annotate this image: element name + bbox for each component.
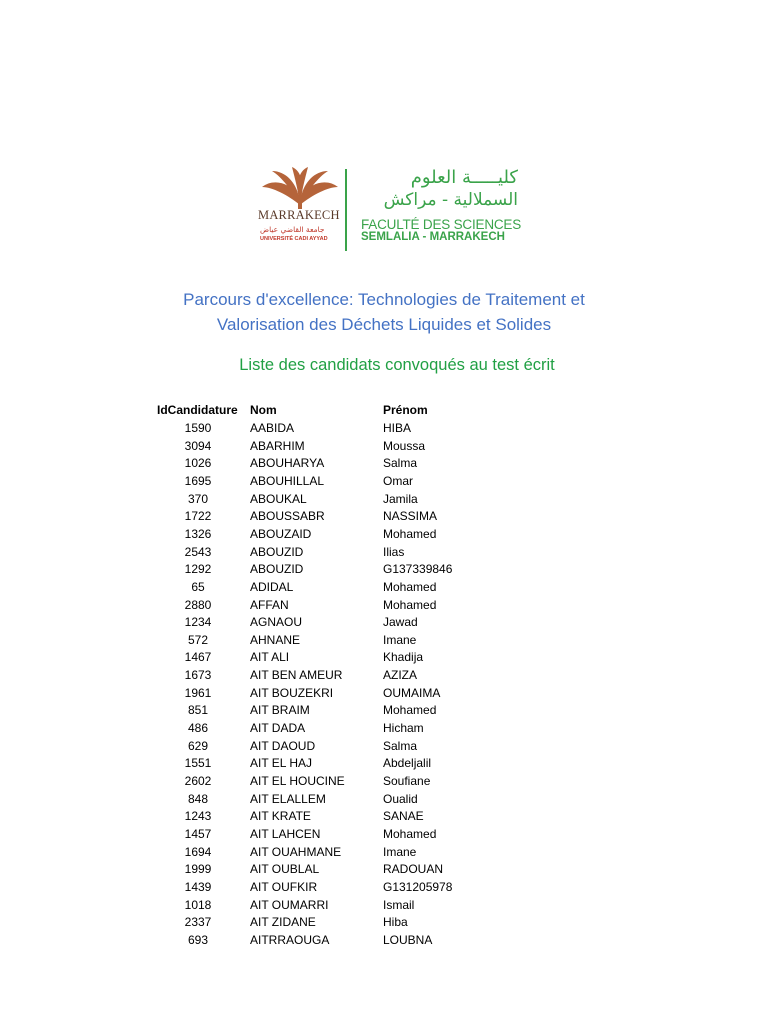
cell-id: 629 (187, 739, 209, 753)
university-name: UNIVERSITÉ CADI AYYAD (260, 236, 328, 242)
cell-prenom: SANAE (383, 809, 424, 823)
cell-id: 1292 (184, 562, 212, 576)
university-arabic-name: جامعة القاضي عياض (260, 225, 325, 234)
cell-id: 1439 (184, 880, 212, 894)
cell-nom: AIT BRAIM (250, 703, 310, 717)
cell-prenom: G137339846 (383, 562, 453, 576)
palm-tree-icon (258, 165, 342, 209)
cell-nom: ABOUZID (250, 545, 304, 559)
faculty-arabic-line1: كليـــــة العلوم (410, 167, 518, 188)
cell-prenom: G131205978 (383, 880, 453, 894)
university-city: MARRAKECH (258, 208, 340, 222)
cell-prenom: Imane (383, 633, 417, 647)
cell-nom: AIT OUBLAL (250, 862, 320, 876)
cell-nom: ABARHIM (250, 439, 305, 453)
cell-id: 2880 (184, 598, 212, 612)
cell-id: 572 (187, 633, 209, 647)
cell-nom: AIT OUMARRI (250, 898, 329, 912)
page-title-line2: Valorisation des Déchets Liquides et Solides (216, 315, 552, 334)
column-header-prenom: Prénom (383, 403, 428, 417)
cell-prenom: Ilias (383, 545, 405, 559)
cell-id: 1457 (184, 827, 212, 841)
faculty-arabic-line2: السملالية - مراكش (383, 190, 518, 210)
cell-prenom: AZIZA (383, 668, 418, 682)
cell-id: 486 (187, 721, 209, 735)
cell-id: 3094 (184, 439, 212, 453)
cell-prenom: Mohamed (383, 827, 437, 841)
cell-prenom: Salma (383, 739, 418, 753)
cell-prenom: Ismail (383, 898, 415, 912)
cell-prenom: OUMAIMA (383, 686, 441, 700)
cell-nom: ABOUKAL (250, 492, 307, 506)
cell-nom: AIT DADA (250, 721, 306, 735)
cell-id: 851 (187, 703, 209, 717)
cell-nom: AGNAOU (250, 615, 303, 629)
cell-id: 1695 (184, 474, 212, 488)
cell-prenom: Mohamed (383, 703, 437, 717)
cell-nom: AIT ALI (250, 650, 290, 664)
cell-id: 1673 (184, 668, 212, 682)
cell-nom: AIT OUAHMANE (250, 845, 342, 859)
page-title-line1: Parcours d'excellence: Technologies de Traitement et (183, 290, 585, 309)
cell-prenom: Jamila (383, 492, 418, 506)
cell-prenom: Imane (383, 845, 417, 859)
cell-prenom: Moussa (383, 439, 426, 453)
cell-id: 2602 (184, 774, 212, 788)
cell-id: 1326 (184, 527, 212, 541)
cell-nom: AHNANE (250, 633, 301, 647)
cell-nom: ADIDAL (250, 580, 294, 594)
cell-id: 1722 (184, 509, 212, 523)
cell-prenom: Mohamed (383, 580, 437, 594)
cell-prenom: Hiba (383, 915, 408, 929)
cell-prenom: Khadija (383, 650, 424, 664)
cell-nom: ABOUHILLAL (250, 474, 325, 488)
cell-prenom: NASSIMA (383, 509, 438, 523)
faculty-logo (256, 165, 520, 255)
cell-id: 1234 (184, 615, 212, 629)
cell-id: 1551 (184, 756, 212, 770)
cell-id: 1694 (184, 845, 212, 859)
cell-prenom: HIBA (383, 421, 412, 435)
cell-nom: AIT LAHCEN (250, 827, 321, 841)
cell-prenom: Omar (383, 474, 413, 488)
cell-nom: AIT BOUZEKRI (250, 686, 334, 700)
page-subtitle: Liste des candidats convoqués au test écrit (239, 356, 555, 374)
university-emblem (256, 165, 344, 253)
cell-id: 1999 (184, 862, 212, 876)
cell-nom: AIT EL HAJ (250, 756, 313, 770)
cell-nom: AIT EL HOUCINE (250, 774, 345, 788)
cell-nom: AIT OUFKIR (250, 880, 318, 894)
cell-nom: AIT DAOUD (250, 739, 316, 753)
cell-id: 693 (187, 933, 209, 947)
faculty-french-line1: FACULTÉ DES SCIENCES (361, 217, 522, 232)
cell-nom: ABOUZID (250, 562, 304, 576)
cell-nom: AIT ELALLEM (250, 792, 326, 806)
cell-id: 1243 (184, 809, 212, 823)
column-header-nom: Nom (250, 403, 277, 417)
cell-prenom: Mohamed (383, 527, 437, 541)
cell-nom: ABOUSSABR (250, 509, 325, 523)
cell-prenom: Soufiane (383, 774, 431, 788)
cell-prenom: Hicham (383, 721, 424, 735)
cell-nom: AIT BEN AMEUR (250, 668, 343, 682)
cell-id: 848 (187, 792, 209, 806)
cell-prenom: Jawad (383, 615, 418, 629)
cell-id: 2543 (184, 545, 212, 559)
cell-nom: ABOUZAID (250, 527, 312, 541)
cell-id: 65 (191, 580, 205, 594)
cell-id: 1590 (184, 421, 212, 435)
faculty-french-line2: SEMLALIA - MARRAKECH (361, 231, 505, 243)
cell-id: 1026 (184, 456, 212, 470)
cell-nom: AIT ZIDANE (250, 915, 316, 929)
cell-id: 1961 (184, 686, 212, 700)
cell-nom: AABIDA (250, 421, 295, 435)
cell-nom: AITRRAOUGA (250, 933, 330, 947)
logo-divider (345, 169, 347, 251)
cell-nom: AIT KRATE (250, 809, 311, 823)
cell-prenom: Mohamed (383, 598, 437, 612)
cell-id: 370 (187, 492, 209, 506)
cell-prenom: RADOUAN (383, 862, 444, 876)
cell-nom: AFFAN (250, 598, 289, 612)
cell-id: 2337 (184, 915, 212, 929)
cell-nom: ABOUHARYA (250, 456, 325, 470)
cell-id: 1467 (184, 650, 212, 664)
cell-prenom: Salma (383, 456, 418, 470)
cell-id: 1018 (184, 898, 212, 912)
cell-prenom: LOUBNA (383, 933, 433, 947)
cell-prenom: Oualid (383, 792, 418, 806)
column-header-id: IdCandidature (157, 403, 238, 417)
cell-prenom: Abdeljalil (383, 756, 432, 770)
